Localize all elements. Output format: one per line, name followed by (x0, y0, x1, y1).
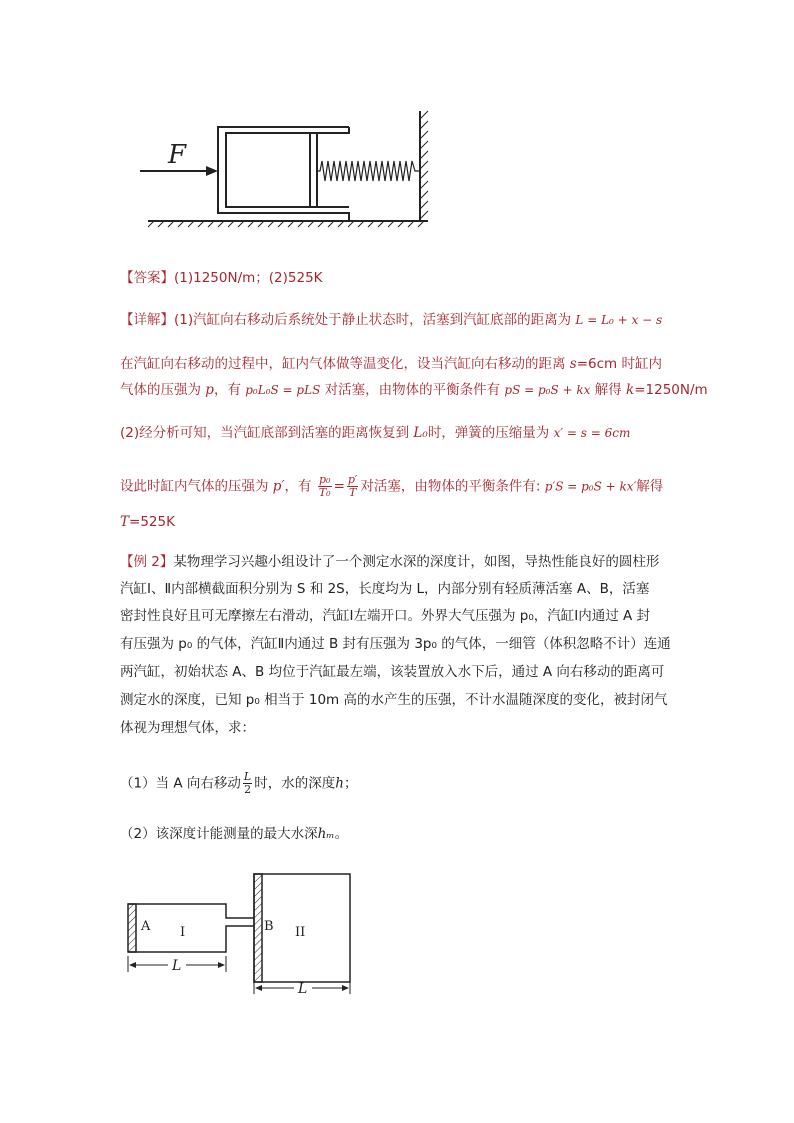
fraction-L-2 (243, 771, 252, 796)
detail-line-3 (120, 380, 708, 400)
formula: L = L₀ + x − s (575, 313, 663, 327)
var-L0: L₀ (413, 425, 428, 441)
detail-text: ，有 (284, 478, 312, 495)
detail-text: 解得 (594, 382, 622, 398)
detail-text: (1)汽缸向右移动后系统处于静止状态时，活塞到汽缸底部的距离为 (174, 312, 572, 328)
question-text: 时，水的深度 (254, 775, 336, 792)
fraction-numerator: p₀ (318, 473, 331, 486)
example-line-1 (120, 552, 659, 572)
var-p-prime: p′ (272, 478, 285, 495)
detail-text: 解得 (636, 478, 664, 495)
answer-text: (1)1250N/m；(2)525K (174, 270, 323, 286)
example-text: 有压强为 p₀ 的气体，汽缸Ⅱ内通过 B 封有压强为 3p₀ 的气体，一细管（体积忽略不计）连通 (120, 636, 671, 652)
formula: p′S = p₀S + kx′ (544, 479, 637, 494)
detail-text: 气体的压强为 (120, 382, 201, 398)
answer-line (120, 268, 323, 288)
detail-line-5 (120, 474, 663, 499)
fraction-numerator: p′ (347, 473, 358, 486)
detail-text: (2)经分析可知，当汽缸底部到活塞的距离恢复到 (120, 425, 410, 441)
label-A: A (141, 919, 151, 934)
detail-line-6 (120, 512, 175, 532)
question-text: ； (343, 775, 358, 792)
detail-text: 时缸内 (621, 356, 663, 372)
piston-B (254, 874, 262, 982)
var-T: T (120, 514, 130, 530)
detail-text: 时，弹簧的压缩量为 (427, 425, 550, 441)
detail-text: ，有 (213, 382, 241, 398)
fraction-numerator: L (243, 770, 252, 783)
example-line-7 (120, 718, 255, 738)
detail-tag: 【详解】 (120, 312, 174, 328)
fraction-p-T (347, 474, 359, 499)
question-text: （1）当 A 向右移动 (120, 775, 241, 792)
detail-text: 在汽缸向右移动的过程中，缸内气体做等温变化，设当汽缸向右移动的距离 (120, 356, 566, 372)
example-line-5 (120, 662, 664, 682)
example-text: 某物理学习兴趣小组设计了一个测定水深的深度计，如图，导热性能良好的圆柱形 (173, 554, 660, 570)
detail-value: =525K (129, 514, 175, 530)
question-text: （2）该深度计能测量的最大水深 (120, 826, 318, 842)
example-line-3 (120, 606, 650, 626)
example-tag: 【例 2】 (120, 554, 174, 570)
wall-hatch (420, 111, 428, 219)
question-text: 。 (334, 826, 349, 842)
label-L-1: L (172, 958, 182, 974)
example-text: 密封性良好且可无摩擦左右滑动，汽缸Ⅰ左端开口。外界大气压强为 p₀，汽缸Ⅰ内通过 A 封 (120, 608, 651, 624)
label-L-2: L (298, 981, 308, 997)
label-B: B (264, 919, 274, 934)
cylinder-I (128, 904, 254, 918)
detail-text: 对活塞，由物体的平衡条件有 (324, 382, 501, 398)
example-line-2 (120, 579, 649, 599)
question-2 (120, 824, 348, 844)
label-II: II (295, 925, 306, 940)
equals-sign: = (333, 478, 345, 495)
fraction-denominator: 2 (244, 783, 252, 796)
formula: pS = p₀S + kx (504, 383, 591, 397)
fraction-denominator: T (348, 486, 357, 499)
question-1 (120, 771, 357, 796)
spring (317, 161, 420, 181)
fraction-p0-T0 (318, 474, 332, 499)
fraction-denominator: T₀ (318, 486, 331, 499)
example-line-4 (120, 634, 671, 654)
var-hm: hₘ (317, 826, 335, 842)
detail-text: 设此时缸内气体的压强为 (120, 478, 269, 495)
var-h: h (335, 775, 344, 792)
detail-text: 对活塞，由物体的平衡条件有: (360, 478, 541, 495)
example-line-6 (120, 690, 667, 710)
force-label: F (168, 140, 187, 170)
detail-value: =1250N/m (634, 382, 708, 398)
label-I: I (180, 925, 186, 940)
example-text: 测定水的深度，已知 p₀ 相当于 10m 高的水产生的压强，不计水温随深度的变化，被封闭气 (120, 692, 668, 708)
var-k: k (626, 382, 635, 398)
detail-line-4 (120, 423, 630, 443)
example-text: 两汽缸，初始状态 A、B 均位于汽缸最左端，该装置放入水下后，通过 A 向右移动的距离可 (120, 664, 665, 680)
detail-value: =6cm (576, 356, 618, 372)
figure-cylinder-spring (130, 105, 440, 235)
piston (310, 133, 317, 207)
answer-tag: 【答案】 (120, 270, 174, 286)
piston-A (128, 904, 136, 952)
var-p: p (205, 382, 214, 398)
detail-line-1 (120, 310, 662, 330)
example-text: 汽缸Ⅰ、Ⅱ内部横截面积分别为 S 和 2S，长度均为 L，内部分别有轻质薄活塞 A、B，活塞 (120, 581, 650, 597)
detail-line-2 (120, 354, 662, 374)
example-text: 体视为理想气体，求： (120, 720, 255, 736)
var-s: s (569, 356, 577, 372)
formula: x′ = s = 6cm (553, 426, 631, 440)
formula: p₀L₀S = pLS (245, 383, 321, 397)
figure-depth-gauge (120, 868, 370, 998)
